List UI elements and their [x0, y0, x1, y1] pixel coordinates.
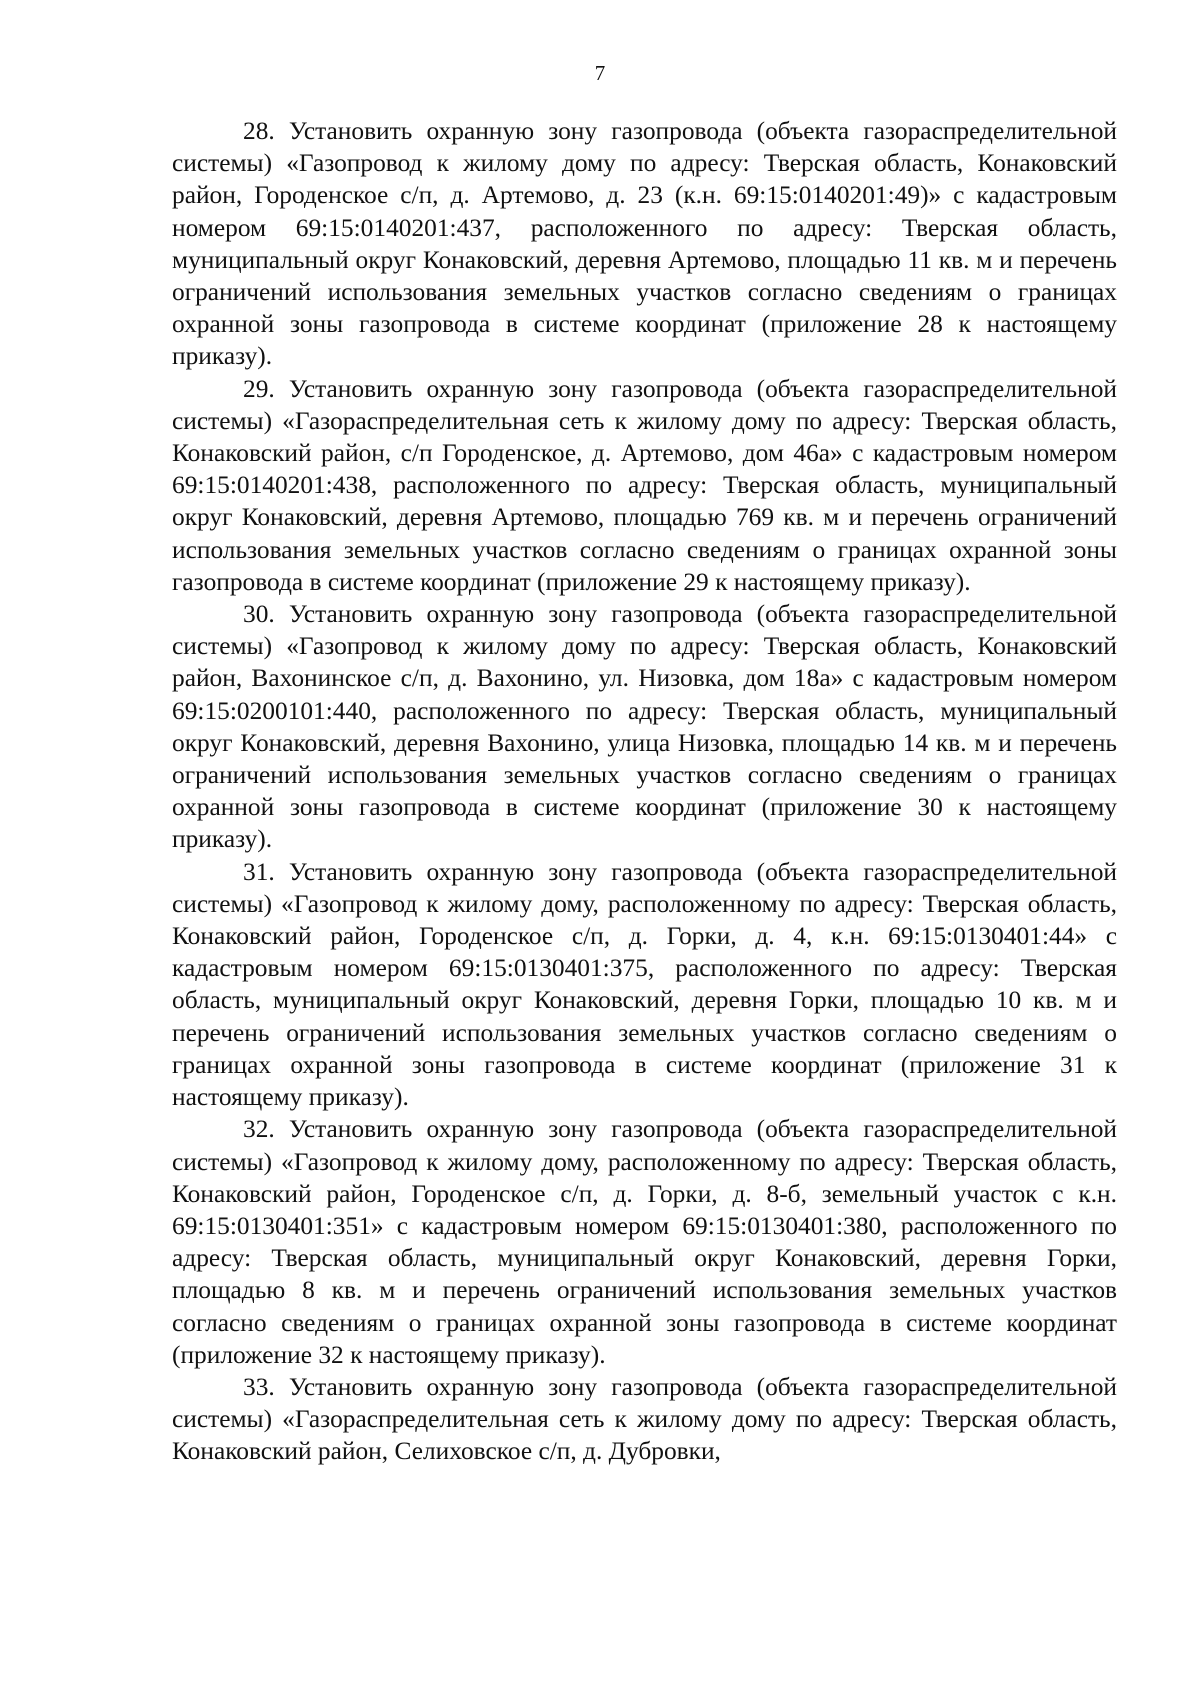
document-body	[172, 115, 1117, 1468]
page-number: 7	[594, 61, 606, 85]
paragraph-33: 33. Установить охранную зону газопровода (объекта газораспределительной системы) «Газораспределительная сеть к жилому дому по адресу: Тверская область, Конаковский район, Селиховское с/п, д. Дубровки,	[172, 1372, 1117, 1466]
paragraph-31: 31. Установить охранную зону газопровода (объекта газораспределительной системы) «Газопровод к жилому дому, расположенному по адресу: Тверская область, Конаковский район, Городенское с/п, д. Горки, д. 4, к.н. 69:15:0130401:44» с кадастровым номером 69:15:0130401:375, расположенного по адресу: Тверская область, муниципальный округ Конаковский, деревня Горки, площадью 10 кв. м и перечень ограничений использования земельных участков согласно сведениям о границах охранной зоны газопровода в системе координат (приложение 31 к настоящему приказу).	[172, 857, 1117, 1112]
paragraph-29: 29. Установить охранную зону газопровода (объекта газораспределительной системы) «Газораспределительная сеть к жилому дому по адресу: Тверская область, Конаковский район, с/п Городенское, д. Артемово, дом 46а» с кадастровым номером 69:15:0140201:438, расположенного по адресу: Тверская область, муниципальный округ Конаковский, деревня Артемово, площадью 769 кв. м и перечень ограничений использования земельных участков согласно сведениям о границах охранной зоны газопровода в системе координат (приложение 29 к настоящему приказу).	[172, 374, 1117, 596]
paragraph-32: 32. Установить охранную зону газопровода (объекта газораспределительной системы) «Газопровод к жилому дому, расположенному по адресу: Тверская область, Конаковский район, Городенское с/п, д. Горки, д. 8-б, земельный участок с к.н. 69:15:0130401:351» с кадастровым номером 69:15:0130401:380, расположенного по адресу: Тверская область, муниципальный округ Конаковский, деревня Горки, площадью 8 кв. м и перечень ограничений использования земельных участков согласно сведениям о границах охранной зоны газопровода в системе координат (приложение 32 к настоящему приказу).	[172, 1115, 1117, 1369]
paragraph-28: 28. Установить охранную зону газопровода (объекта газораспределительной системы) «Газопровод к жилому дому по адресу: Тверская область, Конаковский район, Городенское с/п, д. Артемово, д. 23 (к.н. 69:15:0140201:49)» с кадастровым номером 69:15:0140201:437, расположенного по адресу: Тверская область, муниципальный округ Конаковский, деревня Артемово, площадью 11 кв. м и перечень ограничений использования земельных участков согласно сведениям о границах охранной зоны газопровода в системе координат (приложение 28 к настоящему приказу).	[172, 117, 1117, 371]
paragraph-30: 30. Установить охранную зону газопровода (объекта газораспределительной системы) «Газопровод к жилому дому по адресу: Тверская область, Конаковский район, Вахонинское с/п, д. Вахонино, ул. Низовка, дом 18а» с кадастровым номером 69:15:0200101:440, расположенного по адресу: Тверская область, муниципальный округ Конаковский, деревня Вахонино, улица Низовка, площадью 14 кв. м и перечень ограничений использования земельных участков согласно сведениям о границах охранной зоны газопровода в системе координат (приложение 30 к настоящему приказу).	[172, 600, 1117, 854]
